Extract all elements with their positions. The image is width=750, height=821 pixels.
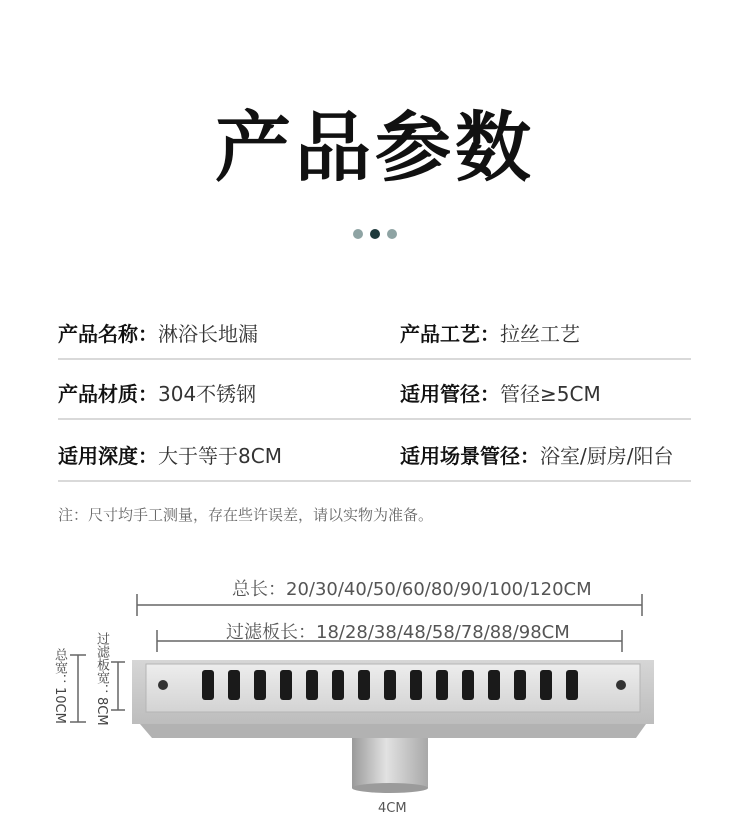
drain-slot — [540, 670, 552, 700]
screw-icon — [616, 680, 626, 690]
spec-row — [58, 370, 691, 420]
spec-value: 淋浴长地漏 — [158, 322, 258, 346]
spec-cell — [400, 432, 673, 480]
drain-slot — [436, 670, 448, 700]
dot-indicator-active — [370, 229, 380, 239]
filter-plate — [146, 664, 640, 712]
total-width-dimension — [70, 655, 86, 722]
spec-key: 产品工艺： — [400, 322, 500, 346]
drain-slot — [228, 670, 240, 700]
outlet-label: 4CM — [378, 801, 407, 816]
drain-slot — [566, 670, 578, 700]
total-width-label: 总宽：10CM — [52, 648, 67, 724]
total-length-label: 总长：20/30/40/50/60/80/90/100/120CM — [232, 579, 592, 600]
spec-cell — [58, 432, 282, 480]
outlet-pipe — [352, 720, 428, 788]
screw-icon — [158, 680, 168, 690]
drain-slot — [514, 670, 526, 700]
spec-row — [58, 310, 691, 360]
drain-slot — [280, 670, 292, 700]
filter-width-label: 过滤板宽：8CM — [94, 632, 109, 726]
spec-cell — [400, 370, 601, 418]
spec-cell — [58, 310, 258, 358]
drain-frame — [132, 660, 654, 724]
spec-key: 产品材质： — [58, 382, 158, 406]
dot-indicator — [387, 229, 397, 239]
spec-row — [58, 432, 691, 482]
dot-indicator — [353, 229, 363, 239]
spec-value: 拉丝工艺 — [500, 322, 580, 346]
spec-key: 适用深度： — [58, 444, 158, 468]
spec-value: 浴室/厨房/阳台 — [540, 444, 674, 468]
page-title: 产品参数 — [215, 103, 535, 192]
drain-slots — [202, 670, 578, 700]
drain-slot — [306, 670, 318, 700]
spec-key: 适用场景管径： — [400, 444, 540, 468]
drain-slot — [332, 670, 344, 700]
drain-slot — [384, 670, 396, 700]
spec-cell — [400, 310, 580, 358]
filter-length-label: 过滤板长：18/28/38/48/58/78/88/98CM — [226, 622, 570, 643]
spec-key: 适用管径： — [400, 382, 500, 406]
measurement-note: 注：尺寸均手工测量，存在些许误差，请以实物为准备。 — [58, 506, 434, 524]
drain-slot — [254, 670, 266, 700]
drain-slot — [462, 670, 474, 700]
drain-slot — [358, 670, 370, 700]
drain-slot — [202, 670, 214, 700]
spec-value: 大于等于8CM — [158, 444, 282, 468]
spec-cell — [58, 370, 256, 418]
spec-key: 产品名称： — [58, 322, 158, 346]
carousel-dots — [0, 229, 750, 239]
drain-slot — [488, 670, 500, 700]
spec-value: 304不锈钢 — [158, 382, 257, 406]
filter-width-dimension — [111, 662, 125, 710]
drain-slot — [410, 670, 422, 700]
spec-value: 管径≥5CM — [500, 382, 601, 406]
